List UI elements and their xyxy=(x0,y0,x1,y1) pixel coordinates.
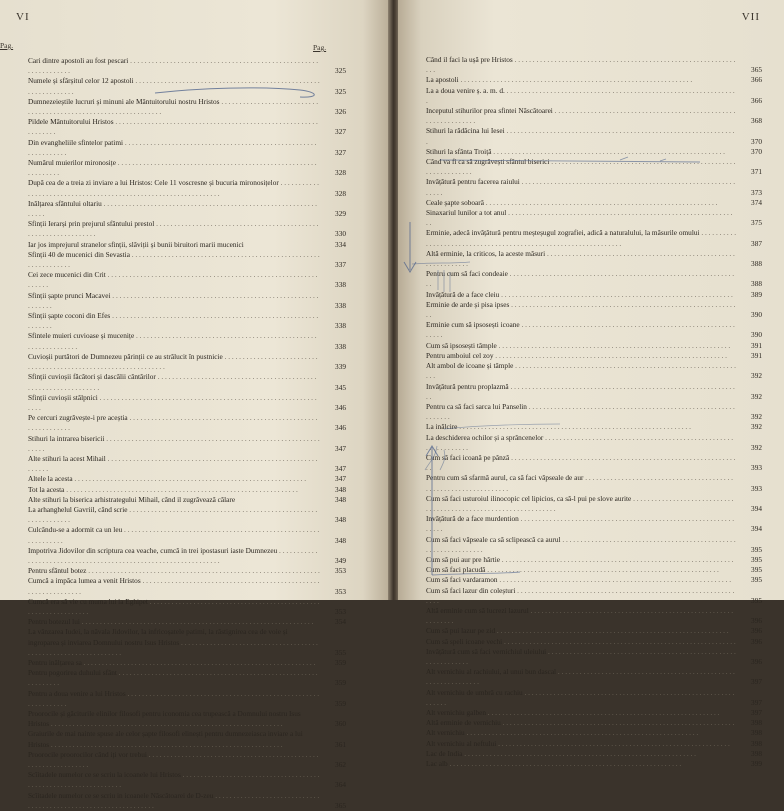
right-toc-entry-page: 394 xyxy=(751,524,762,534)
right-toc-entry-title: Invățătură pentru proplazmă . . . xyxy=(426,382,735,401)
right-toc-entry-page: 373 xyxy=(751,187,762,197)
left-toc-entry-page: 348 xyxy=(335,494,346,504)
right-toc-entry-page: 395 xyxy=(751,554,762,564)
left-folio: VI xyxy=(16,11,30,23)
left-toc-entry xyxy=(28,291,346,311)
right-toc-entry-title: Cum să pui aur pre hârtie . . . xyxy=(426,555,733,564)
left-toc-entry-page: 346 xyxy=(335,402,346,412)
right-toc-entry xyxy=(426,290,762,300)
left-toc-entry xyxy=(28,566,346,576)
left-toc-entry-page: 360 xyxy=(335,719,346,729)
right-toc-entry xyxy=(426,759,762,769)
right-toc-entry-page: 391 xyxy=(751,340,762,350)
left-toc-entry-page: 330 xyxy=(335,229,346,239)
left-toc-entry-title: Pildele Mântuitorului Hristos . . . xyxy=(28,117,318,136)
left-toc-entry xyxy=(28,485,346,495)
right-toc-entry-page: 375 xyxy=(751,218,762,228)
right-toc-list xyxy=(426,55,762,769)
left-toc-entry-title: Pentru a doua venire a lui Hristos . . . xyxy=(28,689,319,708)
right-toc-entry-page: 398 xyxy=(751,718,762,728)
right-toc-entry-page: 396 xyxy=(751,656,762,666)
right-toc-entry xyxy=(426,718,762,728)
right-toc-entry-title: Erminie, adecă invățătură pentru meșteșugul zografiei, adică a naturalului, la măsurile omului . . . xyxy=(426,228,736,247)
right-toc-entry-page: 392 xyxy=(751,412,762,422)
left-page xyxy=(0,0,390,810)
left-toc-entry xyxy=(28,709,346,729)
right-toc-entry xyxy=(426,75,762,85)
left-toc-entry-title: Cei zece mucenici din Crit . . . xyxy=(28,270,317,289)
left-toc-entry xyxy=(28,199,346,219)
right-toc-entry-page: 398 xyxy=(751,738,762,748)
right-toc-entry-title: Cum să faci lazur din coleșturi . . . xyxy=(426,586,734,605)
right-toc-entry xyxy=(426,351,762,361)
left-toc-entry-title: Stihuri la intrarea bisericii . . . xyxy=(28,434,320,453)
left-toc-entry-title: Sfinții 40 de mucenici din Sevastia . . . xyxy=(28,250,320,269)
left-toc-entry-title: Alte stihuri la biserica arhistrategului Mihail, când il zugrăvează călare xyxy=(28,494,236,504)
left-pag-header: Pag. xyxy=(313,43,327,52)
left-toc-entry-title: Pentru pogorirea duhului sfânt . . . xyxy=(28,668,318,687)
right-toc-entry xyxy=(426,433,762,453)
right-toc-entry-page: 371 xyxy=(751,167,762,177)
left-toc-entry xyxy=(28,158,346,178)
right-toc-entry-page: 395 xyxy=(751,595,762,605)
right-toc-entry-page: 396 xyxy=(751,626,762,636)
right-toc-entry-title: Când va fi ca să zugrăvești sfântul biserici . . . xyxy=(426,157,735,176)
left-toc-entry-title: După cea de a treia zi inviare a lui Hristos: Cele 11 voscresne și bucuria mironosițelor . . . xyxy=(28,178,319,197)
right-toc-entry xyxy=(426,86,762,106)
left-toc-entry-title: Tot la acesta . . . xyxy=(28,485,298,494)
left-toc-entry xyxy=(28,495,346,505)
left-toc-entry xyxy=(28,617,346,627)
left-toc-entry-page: 338 xyxy=(335,300,346,310)
right-toc-entry-title: Erminie cum să ipsosești icoane . . . xyxy=(426,320,735,339)
right-toc-entry-title: Pentru ca să faci sarca lui Panselin . . . xyxy=(426,402,735,421)
left-toc-entry xyxy=(28,393,346,413)
right-toc-entry-page: 395 xyxy=(751,565,762,575)
right-toc-entry-title: Sinaxariul lunilor a tot anul . . . xyxy=(426,208,732,227)
left-toc-entry-page: 353 xyxy=(335,566,346,576)
right-toc-entry xyxy=(426,749,762,759)
left-toc-entry xyxy=(28,97,346,117)
right-toc-entry xyxy=(426,535,762,555)
right-toc-entry-title: Stihuri la sfânta Troiță . . . xyxy=(426,147,725,156)
right-toc-entry xyxy=(426,514,762,534)
left-toc-entry-title: Cumcă era să vie cu muma lui la Eghipet . . . xyxy=(28,597,319,616)
left-toc-entry xyxy=(28,546,346,566)
right-toc-entry-title: Lac de India . . . xyxy=(426,749,696,758)
right-toc-entry-page: 399 xyxy=(751,759,762,769)
right-toc-entry-title: Cum să faci icoană pe pânză . . . xyxy=(426,453,735,472)
left-toc-entry xyxy=(28,689,346,709)
right-toc-entry xyxy=(426,728,762,738)
left-toc-entry-page: 328 xyxy=(335,188,346,198)
right-toc-entry-page: 388 xyxy=(751,259,762,269)
left-toc-entry-page: 347 xyxy=(335,474,346,484)
left-toc-entry-title: Sfinții cuvioșii stâlpnici . . . xyxy=(28,393,317,412)
left-toc-entry-page: 337 xyxy=(335,260,346,270)
left-toc-entry-title: Cuvioșii purtători de Dumnezeu părinții ce au strălucit în pustnicie . . . xyxy=(28,352,318,371)
left-toc-entry-title: Proorocile și găciturile elinilor filosofi pentru iconomia cea trupească a Domnului nostru Isus Hristos . . . xyxy=(28,709,301,728)
right-toc-entry-title: Când il faci la ușă pre Hristos . . . xyxy=(426,55,735,74)
left-toc-entry-title: Scîitadele numelor ce se scriu la icoanele lui Hristos . . . xyxy=(28,770,319,789)
right-toc-entry-title: La deschiderea ochilor și a sprâncenelor . . . xyxy=(426,433,733,452)
left-toc-entry-title: Dumnezeieștile lucruri și minuni ale Mântuitorului nostru Hristos . . . xyxy=(28,97,318,116)
left-toc-entry xyxy=(28,76,346,96)
left-toc-entry-title: Altele la acesta . . . xyxy=(28,474,306,483)
right-toc-entry xyxy=(426,228,762,248)
left-toc-entry-page: 327 xyxy=(335,147,346,157)
left-toc-entry-title: Cumcă a impăca lumea a venit Hristos . . . xyxy=(28,576,319,595)
right-toc-entry-title: Cum să ipsosești tâmple . . . xyxy=(426,341,730,350)
left-toc-entry xyxy=(28,434,346,454)
right-folio: VII xyxy=(741,11,760,23)
left-toc-entry-title: Scîitadele numelor ce se scriu in icoanele Născătoarei de D-zeu . . . xyxy=(28,791,319,810)
left-toc-entry xyxy=(28,372,346,392)
right-toc-entry-title: Ceale șapte soboară . . . xyxy=(426,198,717,207)
right-pag-header: Pag. xyxy=(0,41,14,50)
left-toc-entry-page: 364 xyxy=(335,780,346,790)
left-toc-entry-title: Pe cercuri zugrăvește-i pre aceștia . . . xyxy=(28,413,317,432)
right-toc-entry-title: Pentru cum să sfarmă aurul, ca să faci vâpseale de aur . . . xyxy=(426,473,733,492)
left-toc-entry-page: 349 xyxy=(335,555,346,565)
left-toc-entry xyxy=(28,178,346,198)
left-toc-entry-page: 347 xyxy=(335,464,346,474)
right-toc-entry-page: 391 xyxy=(751,350,762,360)
right-toc-entry-page: 398 xyxy=(751,748,762,758)
left-toc-entry-title: Proorocile proorocilor când iți vor trebui . . . xyxy=(28,750,318,769)
right-toc-entry-page: 366 xyxy=(751,75,762,85)
left-toc-entry-page: 359 xyxy=(335,657,346,667)
right-toc-entry xyxy=(426,126,762,146)
right-toc-entry-page: 398 xyxy=(751,728,762,738)
right-toc-entry-page: 370 xyxy=(751,136,762,146)
right-toc-entry xyxy=(426,708,762,718)
left-toc-entry-page: 353 xyxy=(335,586,346,596)
right-toc-entry xyxy=(426,382,762,402)
right-toc-entry-page: 393 xyxy=(751,463,762,473)
right-toc-entry xyxy=(426,177,762,197)
right-toc-entry-title: Alt vernichiu al neftului . . . xyxy=(426,739,730,748)
right-toc-entry-page: 389 xyxy=(751,289,762,299)
left-toc-entry xyxy=(28,413,346,433)
right-toc-entry xyxy=(426,586,762,606)
right-toc-entry-page: 387 xyxy=(751,238,762,248)
right-toc-entry xyxy=(426,402,762,422)
right-toc-entry-title: Alt vernichiu al rachiului, al unui bun dascal . . . xyxy=(426,667,735,686)
right-toc-entry-title: Inceputul stihurilor preа sfintei Născătoarei . . . xyxy=(426,106,735,125)
right-toc-entry-title: La inălcire . . . xyxy=(426,422,691,431)
right-toc-entry-page: 394 xyxy=(751,503,762,513)
left-toc-entry-page: 346 xyxy=(335,423,346,433)
left-toc-entry-title: Culcându-se a adormit ca un leu . . . xyxy=(28,525,319,544)
right-toc-entry-title: Pentru amboiul cel zoy . . . xyxy=(426,351,727,360)
right-toc-entry-page: 388 xyxy=(751,279,762,289)
right-toc-entry-title: Alt vernichiu de umbră cu rachiu . . . xyxy=(426,688,734,707)
right-toc-entry-page: 365 xyxy=(751,65,762,75)
right-toc-entry-title: Cum să faci vardaramon . . . xyxy=(426,575,731,584)
right-toc-entry-title: Invățătură pentru facerea raiului . . . xyxy=(426,177,735,196)
right-toc-entry xyxy=(426,249,762,269)
right-toc-entry-page: 370 xyxy=(751,146,762,156)
left-toc-list xyxy=(28,56,346,811)
left-toc-entry xyxy=(28,505,346,525)
right-toc-entry-page: 396 xyxy=(751,616,762,626)
left-toc-entry xyxy=(28,270,346,290)
right-toc-entry-page: 396 xyxy=(751,636,762,646)
right-toc-entry xyxy=(426,198,762,208)
left-toc-entry-page: 326 xyxy=(335,107,346,117)
left-toc-entry xyxy=(28,219,346,239)
left-toc-entry xyxy=(28,627,346,658)
left-toc-entry-page: 348 xyxy=(335,484,346,494)
left-toc-entry-page: 348 xyxy=(335,535,346,545)
right-toc-entry-page: 393 xyxy=(751,483,762,493)
left-toc-entry-title: Sfinții șapte coconi din Efes . . . xyxy=(28,311,318,330)
right-toc-entry-title: Alt vernichiu galben . . . xyxy=(426,708,719,717)
left-toc-entry-page: 347 xyxy=(335,443,346,453)
left-toc-entry xyxy=(28,352,346,372)
right-toc-entry-page: 397 xyxy=(751,708,762,717)
left-toc-entry-page: 338 xyxy=(335,280,346,290)
left-toc-entry xyxy=(28,750,346,770)
right-toc-entry xyxy=(426,739,762,749)
left-toc-entry-page: 361 xyxy=(335,739,346,749)
left-toc-entry xyxy=(28,311,346,331)
right-toc-entry-title: La a doua venire ș. a. m. d. . . . xyxy=(426,86,735,105)
right-toc-entry xyxy=(426,688,762,708)
right-toc-entry xyxy=(426,453,762,473)
left-toc-entry xyxy=(28,240,346,250)
left-toc-entry-page: 329 xyxy=(335,209,346,219)
right-toc-entry-page: 366 xyxy=(751,95,762,105)
left-toc-entry xyxy=(28,658,346,668)
right-toc-entry xyxy=(426,157,762,177)
right-toc-entry xyxy=(426,208,762,228)
right-toc-entry xyxy=(426,361,762,381)
left-toc-entry-page: 359 xyxy=(335,678,346,688)
right-toc-entry-title: Invățătură cum să faci vernichiul uleiului . . . xyxy=(426,647,736,666)
left-toc-entry-title: Cari dintre apostoli au fost pescari . . . xyxy=(28,56,318,75)
right-toc-entry xyxy=(426,606,762,626)
right-toc-entry-title: Altă erminie de vernichiu . . . xyxy=(426,718,734,727)
left-toc-entry-title: Sfinții șapte prunci Macavei . . . xyxy=(28,291,318,310)
right-toc-entry xyxy=(426,106,762,126)
right-toc-entry-page: 368 xyxy=(751,116,762,126)
right-toc-entry xyxy=(426,422,762,432)
left-toc-entry-page: 334 xyxy=(335,239,346,249)
right-toc-entry-page: 392 xyxy=(751,371,762,381)
left-toc-entry-page: 365 xyxy=(335,800,346,810)
right-toc-entry xyxy=(426,300,762,320)
left-toc-entry-title: Pentru botezul lui . . . xyxy=(28,617,313,626)
right-toc-entry xyxy=(426,637,762,647)
left-toc-entry-page: 338 xyxy=(335,321,346,331)
left-toc-entry xyxy=(28,576,346,596)
left-toc-entry-page: 355 xyxy=(335,647,346,657)
right-toc-entry xyxy=(426,667,762,687)
right-toc-entry-page: 397 xyxy=(751,697,762,707)
left-toc-entry-title: Pentru sfântul botez . . . xyxy=(28,566,320,575)
right-toc-entry-title: Alt vernichiu . . . xyxy=(426,728,698,737)
right-toc-entry xyxy=(426,473,762,493)
left-toc-entry-page: 338 xyxy=(335,341,346,351)
left-toc-entry-page: 345 xyxy=(335,382,346,392)
right-toc-entry xyxy=(426,575,762,585)
left-toc-entry-page: 359 xyxy=(335,698,346,708)
right-toc-entry xyxy=(426,626,762,636)
left-toc-entry-title: La arhanghelul Gavriil, când scrie . . . xyxy=(28,505,317,524)
right-toc-entry-page: 392 xyxy=(751,422,762,432)
left-toc-entry-title: La vânzarea Iudei, la năvala Jidovilor, la infricoșatele patimi, la răstignirea cea de voie și ingroparea și inviarea Domnului nostru Isus Hristos . . . xyxy=(28,627,318,656)
right-toc-entry xyxy=(426,555,762,565)
right-toc-entry xyxy=(426,647,762,667)
right-toc-entry-title: Pentru cum să faci condeaie . . . xyxy=(426,269,734,288)
left-toc-entry xyxy=(28,525,346,545)
left-toc-entry-page: 325 xyxy=(335,86,346,96)
left-toc-entry-title: Iar jos imprejurul stranelor sfinții, slăviții și bunii biruitori marii mucenici xyxy=(28,239,244,249)
right-toc-entry xyxy=(426,320,762,340)
left-toc-entry-title: Impotriva Jidovilor din scriptura cea veache, cumcă in trei ipostasuri iaste Dumnezeu . . . xyxy=(28,546,317,565)
left-toc-entry-title: Graiurile de mai nainte spuse ale celor șapte filosofi elinești pentru dumnezeiasca inviare a lui Hristos . . . xyxy=(28,729,303,748)
left-toc-entry xyxy=(28,668,346,688)
left-toc-entry xyxy=(28,770,346,790)
left-toc-entry-title: Sfinții Ierarși prin prejurul sfântului prestol . . . xyxy=(28,219,318,238)
left-toc-entry-page: 339 xyxy=(335,362,346,372)
right-toc-entry-title: Lac alb . . . xyxy=(426,759,681,768)
right-toc-entry-page: 390 xyxy=(751,330,762,340)
right-toc-entry-page: 395 xyxy=(751,544,762,554)
right-toc-entry xyxy=(426,55,762,75)
left-toc-entry-title: Numele și sfârșitul celor 12 apostoli . . . xyxy=(28,76,320,95)
left-toc-entry-title: Din evangheliile sfintelor patimi . . . xyxy=(28,138,316,157)
right-toc-entry-title: Altă erminie cum să lucrezi lazurul . . . xyxy=(426,606,733,625)
left-toc-entry-title: Pentru inălțarea sa . . . xyxy=(28,658,315,667)
left-toc-entry xyxy=(28,454,346,474)
right-page xyxy=(398,0,784,769)
left-toc-entry xyxy=(28,729,346,749)
left-toc-entry-page: 348 xyxy=(335,515,346,525)
left-toc-entry-page: 354 xyxy=(335,617,346,627)
right-toc-entry-page: 374 xyxy=(751,197,762,207)
right-toc-entry-page: 395 xyxy=(751,575,762,585)
left-toc-entry-title: Sfinții cuvioșii făcători și dascălii cântărilor . . . xyxy=(28,372,316,391)
right-toc-entry-title: Stihuri la rădăcina lui Iesei . . . xyxy=(426,126,734,145)
right-toc-entry-title: Cum să faci usturoiul ilinocopic cel lipicios, ca să-l pui pe slove aurite . . . xyxy=(426,494,733,513)
left-toc-entry-page: 328 xyxy=(335,168,346,178)
right-toc-entry-page: 390 xyxy=(751,310,762,320)
left-toc-entry-title: Sfintele muieri cuvioase și mucenițe . . . xyxy=(28,331,317,350)
right-toc-entry-title: Invățătură de a face murdention . . . xyxy=(426,514,734,533)
right-toc-entry-title: Cum să faci placudă . . . xyxy=(426,565,719,574)
right-toc-entry xyxy=(426,147,762,157)
left-toc-entry-page: 325 xyxy=(335,66,346,76)
right-toc-entry xyxy=(426,341,762,351)
right-toc-entry-page: 392 xyxy=(751,442,762,452)
left-toc-entry-title: Alte stihuri la acest Mihail . . . xyxy=(28,454,317,473)
right-toc-entry xyxy=(426,269,762,289)
left-toc-entry-title: Inălțarea sfântului oltariu . . . xyxy=(28,199,317,218)
right-toc-entry-title: Cum să pui lazur pe zid . . . xyxy=(426,626,729,635)
left-toc-entry-page: 362 xyxy=(335,760,346,770)
right-toc-entry-page: 392 xyxy=(751,391,762,401)
left-toc-entry xyxy=(28,138,346,158)
right-toc-entry xyxy=(426,565,762,575)
left-toc-entry xyxy=(28,331,346,351)
right-toc-entry-page: 397 xyxy=(751,677,762,687)
left-toc-entry xyxy=(28,56,346,76)
left-toc-entry xyxy=(28,117,346,137)
right-toc-entry-title: Invățătură de a face cleiu . . . xyxy=(426,290,733,299)
right-toc-entry xyxy=(426,494,762,514)
left-toc-entry-title: Numărul muierilor mironosițe . . . xyxy=(28,158,317,177)
left-toc-entry-page: 353 xyxy=(335,606,346,616)
left-toc-entry xyxy=(28,250,346,270)
left-toc-entry-page: 327 xyxy=(335,127,346,137)
left-toc-entry xyxy=(28,474,346,484)
right-toc-entry-title: Cum să speli icoane vechi . . . xyxy=(426,637,736,646)
right-toc-entry-title: Cum să faci vâpseale ca să sclipească ca aurul . . . xyxy=(426,535,736,554)
right-toc-entry-title: Alt ambol de icoane și tâmple . . . xyxy=(426,361,736,380)
right-toc-entry-title: La apostoli . . . xyxy=(426,75,692,84)
right-toc-entry-title: Altă erminie, la criticos, la aceste măsuri . . . xyxy=(426,249,735,268)
left-toc-entry xyxy=(28,791,346,811)
right-toc-entry-title: Erminie de arde și pisa ipses . . . xyxy=(426,300,736,319)
